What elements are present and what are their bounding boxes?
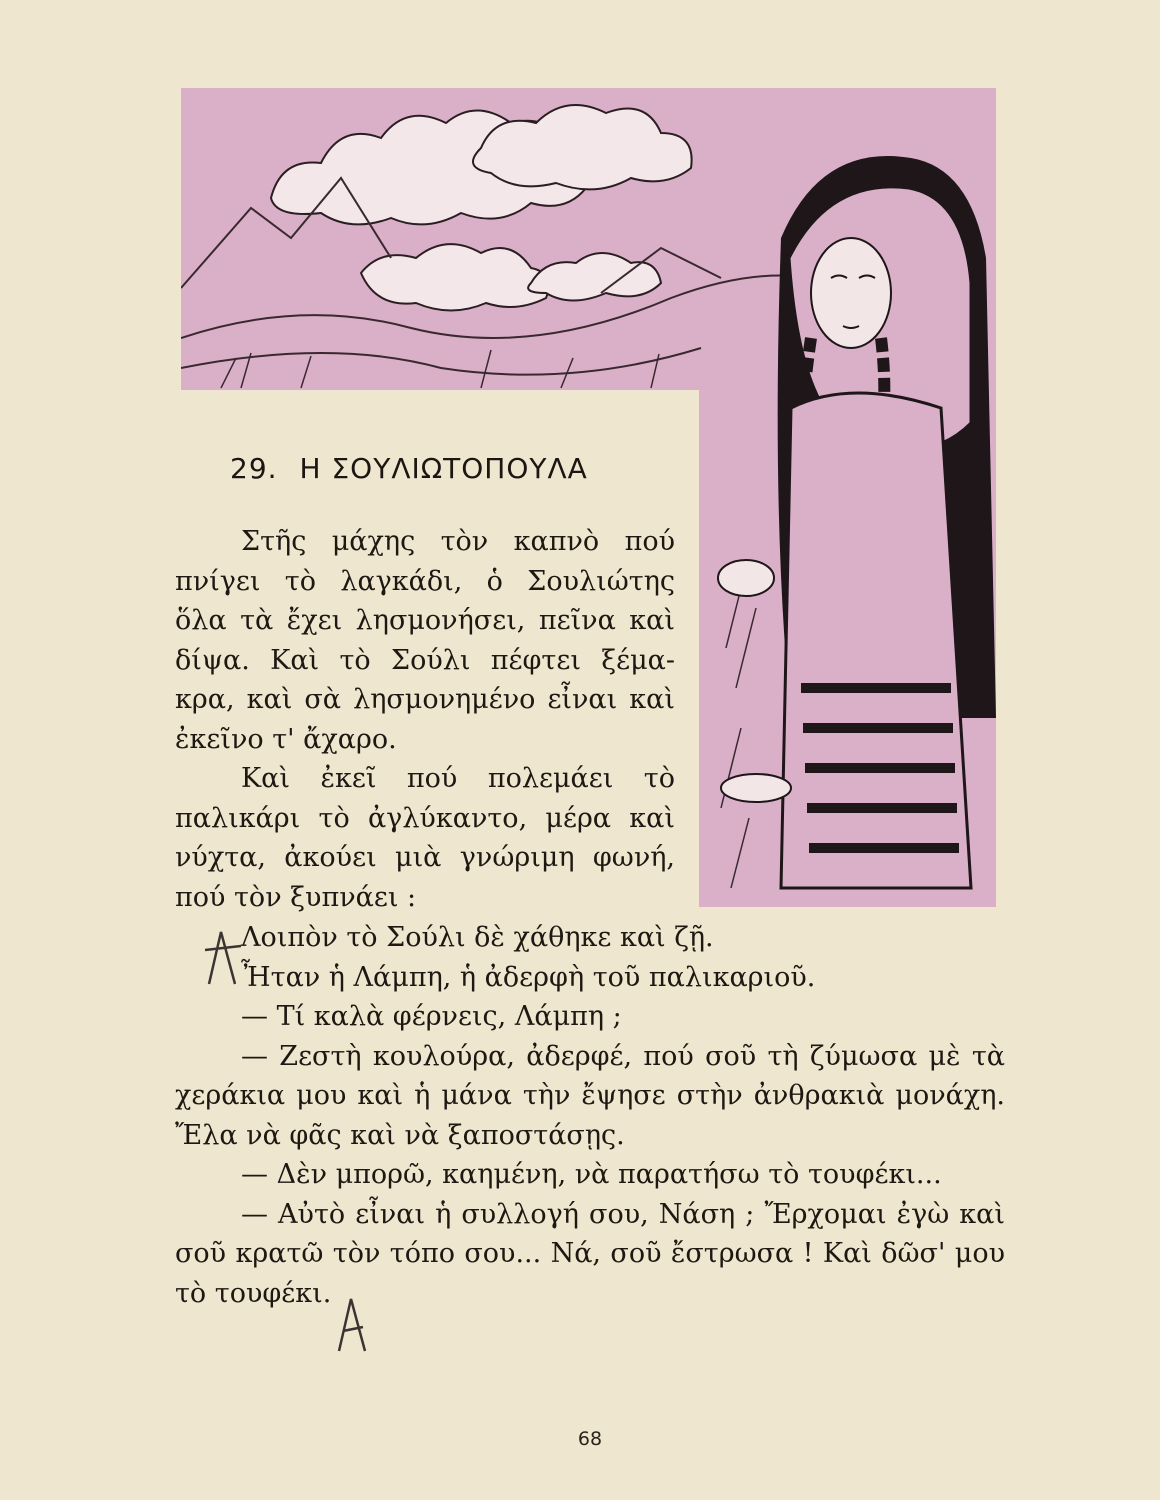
text-line: δίψα. Καὶ τὸ Σούλι πέφτει ξέμα- [175,644,675,676]
dialogue-line: — Δὲν μπορῶ, καημένη, νὰ παρατήσω τὸ τουφέκι... [241,1159,942,1190]
dialogue-line: — Αὐτὸ εἶναι ἡ συλλογή σου, Νάση ; Ἔρχομαι ἐγὼ καὶ [241,1198,1005,1230]
text-line: παλικάρι τὸ ἀγλύκαντο, μέρα καὶ [175,802,675,834]
dialogue-line: χεράκια μου καὶ ἡ μάνα τὴν ἔψησε στὴν ἀνθρακιὰ μονάχη. [175,1080,1005,1111]
chapter-title [230,452,588,485]
dialogue-line: σοῦ κρατῶ τὸν τόπο σου... Νά, σοῦ ἔστρωσα ! Καὶ δῶσ' μου [175,1238,1005,1269]
handwritten-mark-a [203,928,243,988]
page-number: 68 [577,1428,603,1450]
dialogue-line: Ἦταν ἡ Λάμπη, ἡ ἀδερφὴ τοῦ παλικαριοῦ. [241,961,816,993]
girl-figure [718,156,996,888]
text-line: νύχτα, ἀκούει μιὰ γνώριμη φωνή, [175,842,675,873]
dialogue-line: Ἔλα νὰ φᾶς καὶ νὰ ξαποστάσῃς. [175,1119,625,1151]
clouds [271,105,692,311]
text-line: κρα, καὶ σὰ λησμονημένο εἶναι καὶ [175,684,675,715]
dialogue-line: — Ζεστὴ κουλούρα, ἀδερφέ, πού σοῦ τὴ ζύμωσα μὲ τὰ [241,1040,1005,1072]
text-line: ἐκεῖνο τ' ἄχαρο. [175,723,397,755]
paragraph-1 [175,522,675,759]
dialogue-line: Λοιπὸν τὸ Σούλι δὲ χάθηκε καὶ ζῇ. [241,922,714,953]
text-line: Στῆς μάχης τὸν καπνὸ πού [241,526,675,557]
dialogue [175,918,1005,1313]
handwritten-mark-a [333,1295,373,1355]
chapter-title-text: Η ΣΟΥΛΙΩΤΟΠΟΥΛΑ [299,452,588,485]
chapter-number: 29. [230,452,278,485]
dialogue-line: — Τί καλὰ φέρνεις, Λάμπη ; [241,1001,622,1032]
text-line: πνίγει τὸ λαγκάδι, ὁ Σουλιώτης [175,565,675,597]
paragraph-2 [175,759,675,917]
text-line: πού τὸν ξυπνάει : [175,881,417,913]
dialogue-line: τὸ τουφέκι. [175,1277,332,1309]
text-line: Καὶ ἐκεῖ πού πολεμάει τὸ [241,763,675,794]
text-line: ὅλα τὰ ἔχει λησμονήσει, πεῖνα καὶ [175,605,675,636]
